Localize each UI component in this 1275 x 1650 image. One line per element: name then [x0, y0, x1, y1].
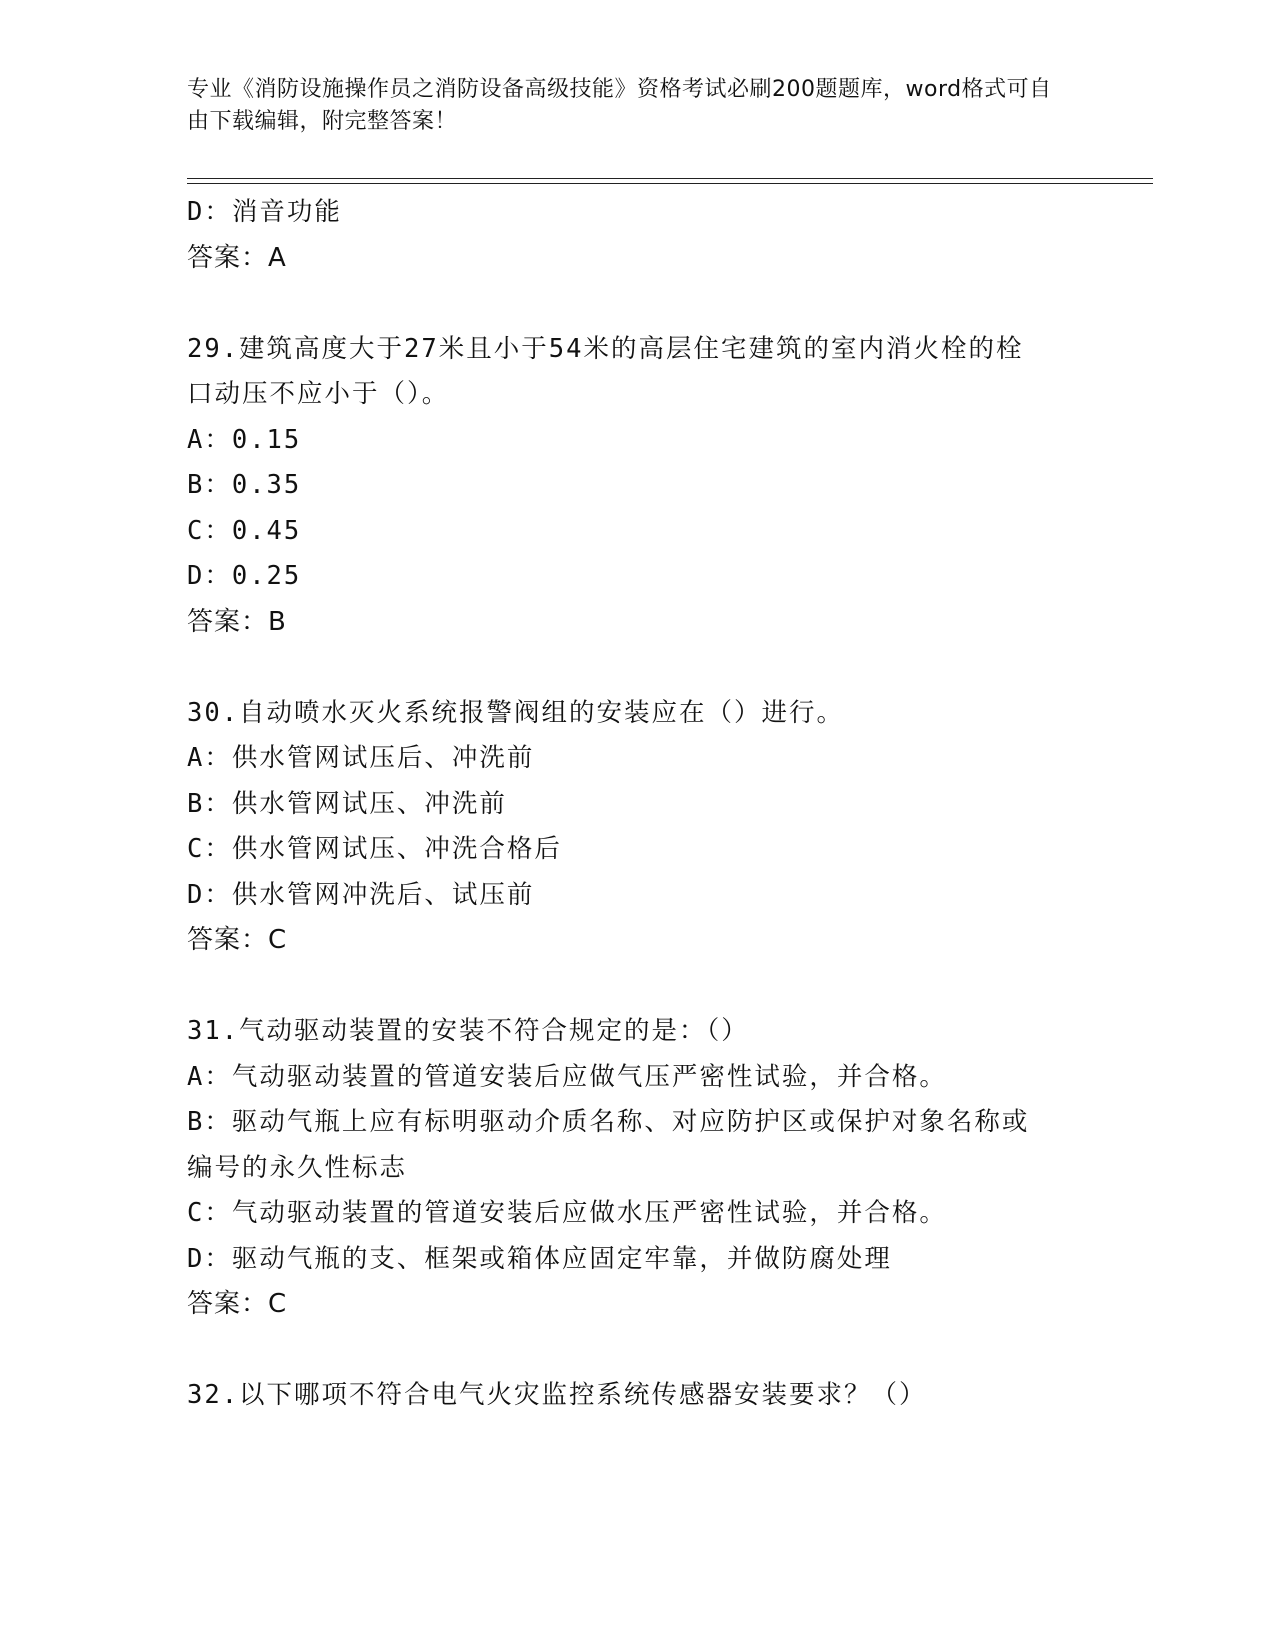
option-b: B：供水管网试压、冲洗前 [187, 788, 507, 819]
question-30 [187, 691, 1087, 964]
spacer [187, 964, 1087, 1010]
answer-text: 答案：C [187, 1289, 288, 1319]
option-d: D：消音功能 [187, 197, 342, 227]
option-c: C：气动驱动装置的管道安装后应做水压严密性试验，并合格。 [187, 1198, 947, 1228]
option-a: A：供水管网试压后、冲洗前 [187, 743, 535, 773]
answer-text: 答案：A [187, 242, 287, 273]
option-d: D：供水管网冲洗后、试压前 [187, 879, 535, 910]
question-stem: 30.自动喷水灭火系统报警阀组的安装应在（）进行。 [187, 697, 845, 728]
option-b: B：驱动气瓶上应有标明驱动介质名称、对应防护区或保护对象名称或 [187, 1107, 1030, 1137]
question-stem: 32.以下哪项不符合电气火灾监控系统传感器安装要求？（） [187, 1380, 927, 1410]
question-content [187, 190, 1087, 1419]
question-stem: 31.气动驱动装置的安装不符合规定的是：（） [187, 1016, 749, 1046]
question-32 [187, 1373, 1087, 1419]
spacer [187, 1328, 1087, 1374]
option-d: D：驱动气瓶的支、框架或箱体应固定牢靠，并做防腐处理 [187, 1243, 892, 1274]
option-a: A：气动驱动装置的管道安装后应做气压严密性试验，并合格。 [187, 1061, 947, 1092]
header-divider-bottom [187, 183, 1153, 184]
option-b-continuation: 编号的永久性标志 [187, 1152, 408, 1183]
question-stem: 29.建筑高度大于27米且小于54米的高层住宅建筑的室内消火栓的栓 [187, 333, 1024, 364]
question-stem-continuation: 口动压不应小于（）。 [187, 379, 450, 409]
spacer [187, 281, 1087, 327]
option-a: A：0.15 [187, 424, 302, 455]
option-d: D：0.25 [187, 561, 302, 591]
option-b: B：0.35 [187, 470, 302, 500]
spacer [187, 645, 1087, 691]
option-c: C：0.45 [187, 515, 302, 546]
header-divider-top [187, 178, 1153, 179]
answer-text: 答案：B [187, 606, 287, 637]
question-31 [187, 1009, 1087, 1328]
document-header: 专业《消防设施操作员之消防设备高级技能》资格考试必刷200题题库，word格式可自由下载编辑，附完整答案！ [187, 77, 1052, 134]
question-29 [187, 327, 1087, 646]
option-c: C：供水管网试压、冲洗合格后 [187, 834, 562, 864]
answer-text: 答案：C [187, 925, 288, 955]
